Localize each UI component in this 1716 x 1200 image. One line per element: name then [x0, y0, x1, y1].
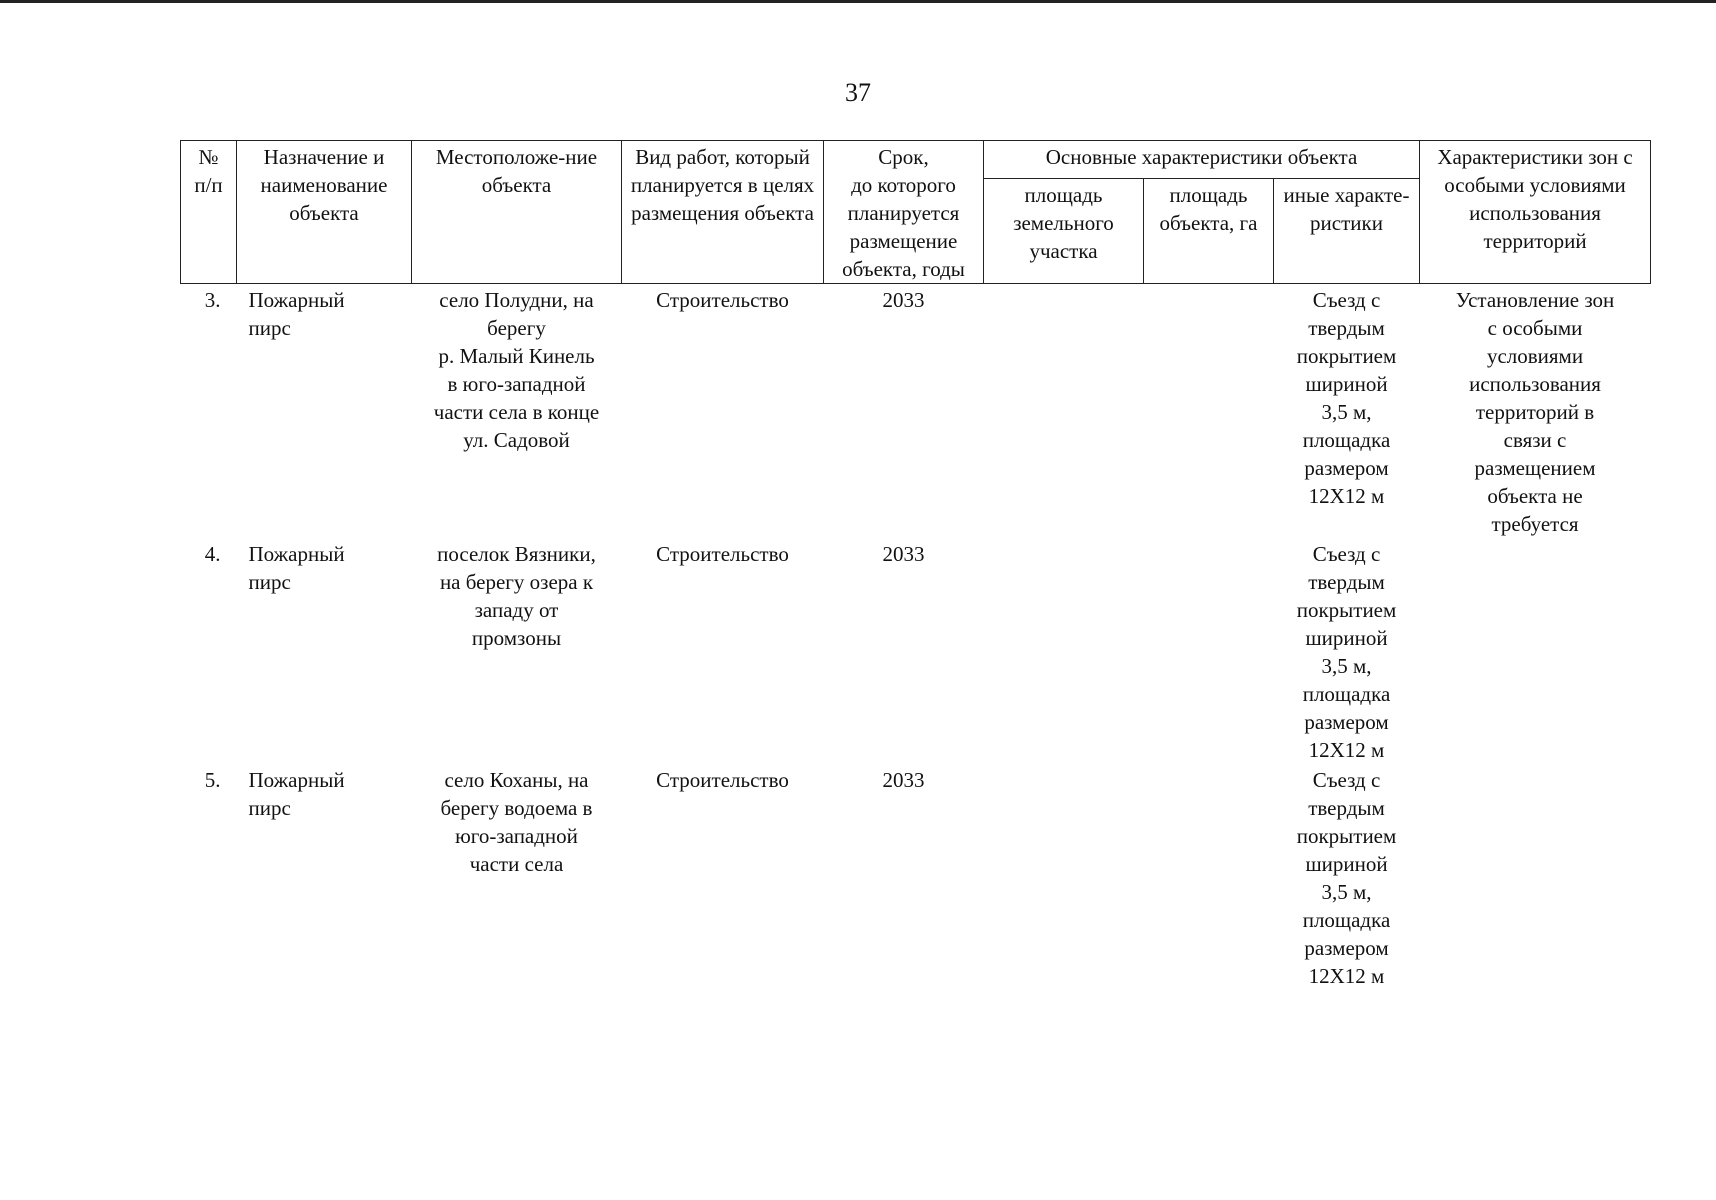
row-term: 2033: [882, 288, 925, 312]
row-term: 2033: [882, 542, 925, 566]
row-zones: [1420, 538, 1651, 764]
row-work-type: Строительство: [656, 288, 789, 312]
row-object-area: [1144, 538, 1274, 764]
row-land-area: [984, 764, 1144, 990]
row-land-area: [984, 538, 1144, 764]
header-col-zones: Характеристики зон с особыми условиями использования территорий: [1420, 141, 1651, 284]
header-col-work-type: Вид работ, который планируется в целях размещения объекта: [622, 141, 824, 284]
table-row: [181, 538, 1651, 764]
table-body: [181, 284, 1651, 991]
row-other-characteristics: Съезд с твердым покрытием шириной 3,5 м, площадка размером 12Х12 м: [1296, 288, 1397, 508]
row-zones: Установление зон с особыми условиями использования территорий в связи с размещением объекта не требуется: [1455, 288, 1615, 536]
row-work-type: Строительство: [656, 768, 789, 792]
table-header: [181, 141, 1651, 284]
row-term: 2033: [882, 768, 925, 792]
row-number: 5.: [204, 768, 221, 792]
row-object-name: Пожарный пирс: [248, 288, 345, 340]
header-col-name: Назначение и наименование объекта: [237, 141, 412, 284]
document-table: [180, 140, 1651, 990]
top-border-line: [0, 0, 1716, 3]
row-object-name: Пожарный пирс: [248, 768, 345, 820]
header-sub-other: иные характе-ристики: [1274, 178, 1420, 283]
row-zones: [1420, 764, 1651, 990]
header-sub-object-area: площадь объекта, га: [1144, 178, 1274, 283]
table-row: [181, 764, 1651, 990]
row-number: 4.: [204, 542, 221, 566]
row-object-area: [1144, 764, 1274, 990]
row-object-name: Пожарный пирс: [248, 542, 345, 594]
row-land-area: [984, 284, 1144, 539]
row-location: село Полудни, на берегу р. Малый Кинель в юго-западной части села в конце ул. Садовой: [433, 288, 600, 452]
row-other-characteristics: Съезд с твердым покрытием шириной 3,5 м, площадка размером 12Х12 м: [1296, 768, 1397, 988]
page-number: 37: [845, 78, 871, 107]
row-object-area: [1144, 284, 1274, 539]
header-col-main-characteristics: Основные характеристики объекта: [984, 141, 1420, 179]
row-other-characteristics: Съезд с твердым покрытием шириной 3,5 м, площадка размером 12Х12 м: [1296, 542, 1397, 762]
header-col-term: Срок, до которого планируется размещение объекта, годы: [824, 141, 984, 284]
header-col-location: Местоположе-ние объекта: [412, 141, 622, 284]
row-work-type: Строительство: [656, 542, 789, 566]
table-row: [181, 284, 1651, 539]
row-number: 3.: [204, 288, 221, 312]
row-location: поселок Вязники, на берегу озера к западу от промзоны: [437, 542, 596, 650]
row-location: село Коханы, на берегу водоема в юго-западной части села: [440, 768, 593, 876]
header-sub-land-area: площадь земельного участка: [984, 178, 1144, 283]
header-col-number: № п/п: [181, 141, 237, 284]
